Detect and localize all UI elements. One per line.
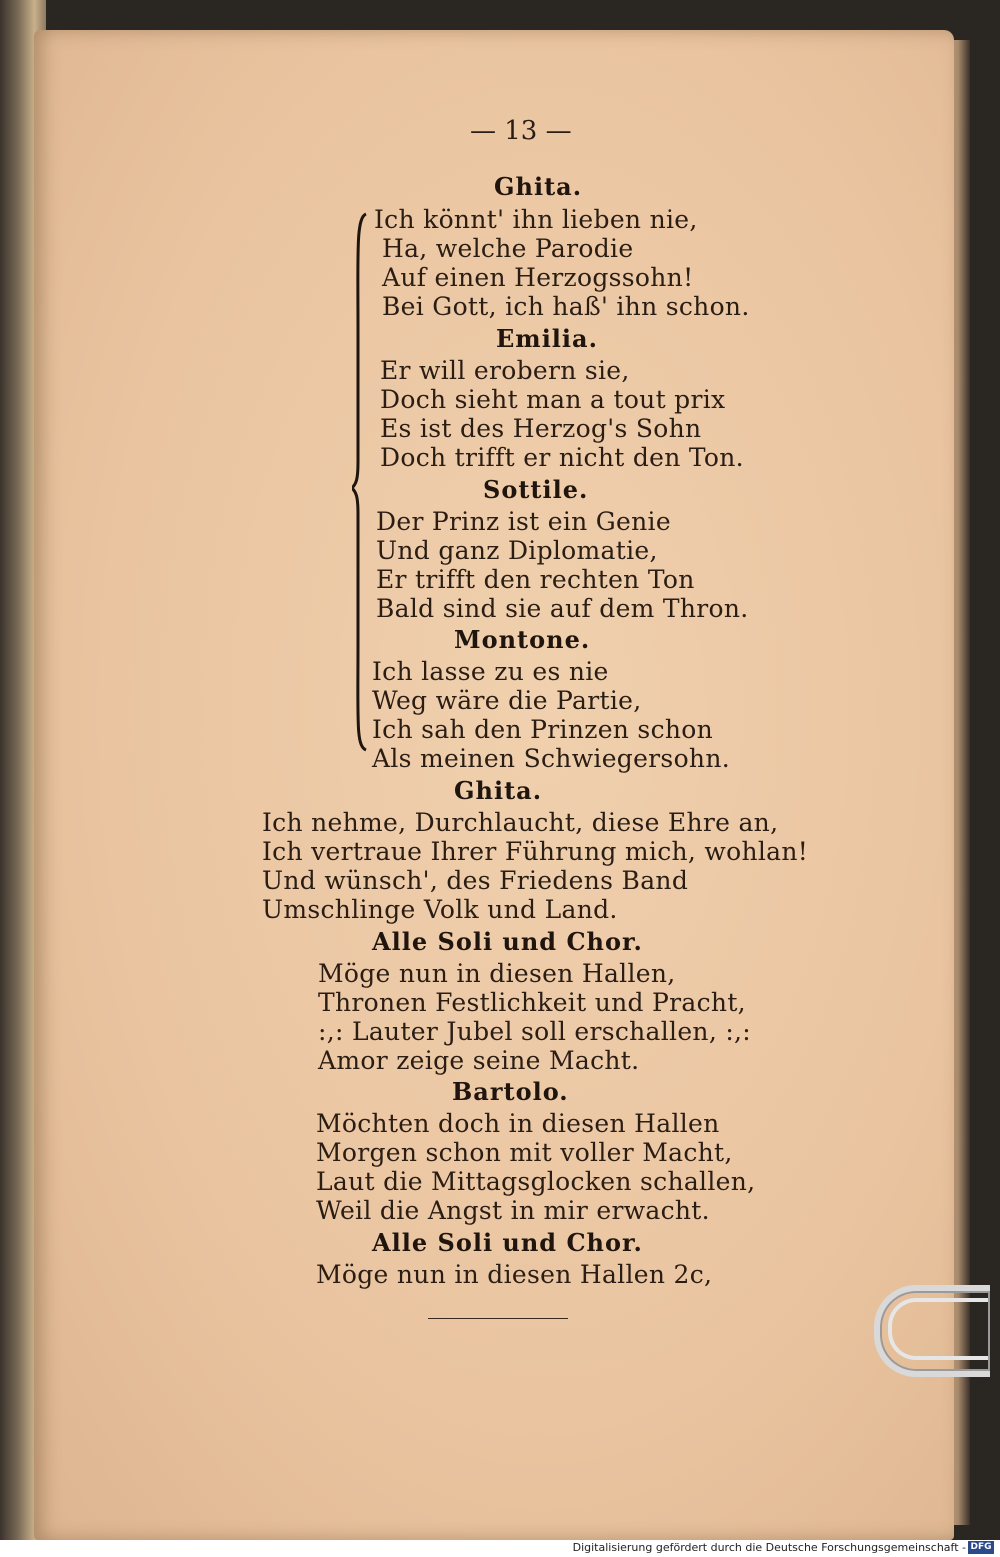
page-number: — 13 — (470, 116, 572, 146)
paper-clip-inner (888, 1298, 988, 1360)
verse-line: Amor zeige seine Macht. (318, 1046, 640, 1075)
verse-line: Ich könnt' ihn lieben nie, (374, 205, 698, 234)
speaker-name: Sottile. (483, 475, 589, 504)
dfg-logo: DFG (968, 1541, 994, 1554)
verse-line: Ich nehme, Durchlaucht, diese Ehre an, (262, 808, 779, 837)
verse-line: Thronen Festlichkeit und Pracht, (318, 988, 746, 1017)
verse-line: Morgen schon mit voller Macht, (316, 1138, 733, 1167)
verse-line: Doch sieht man a tout prix (380, 385, 726, 414)
verse-line: Ich sah den Prinzen schon (372, 715, 714, 744)
speaker-name: Montone. (454, 625, 591, 654)
verse-line: Umschlinge Volk und Land. (262, 895, 618, 924)
verse-line: :,: Lauter Jubel soll erschallen, :,: (318, 1017, 752, 1046)
verse-line: Möge nun in diesen Hallen, (318, 959, 676, 988)
verse-line: Es ist des Herzog's Sohn (380, 414, 702, 443)
verse-line: Ich lasse zu es nie (372, 657, 609, 686)
curly-brace (352, 212, 368, 752)
speaker-name: Ghita. (494, 172, 583, 201)
verse-line: Ich vertraue Ihrer Führung mich, wohlan! (262, 837, 809, 866)
verse-line: Und ganz Diplomatie, (376, 536, 658, 565)
verse-line: Und wünsch', des Friedens Band (262, 866, 689, 895)
verse-line: Ha, welche Parodie (382, 234, 634, 263)
verse-line: Möchten doch in diesen Hallen (316, 1109, 720, 1138)
end-rule (428, 1318, 568, 1319)
verse-line: Bald sind sie auf dem Thron. (376, 594, 749, 623)
verse-line: Doch trifft er nicht den Ton. (380, 443, 744, 472)
verse-line: Der Prinz ist ein Genie (376, 507, 671, 536)
verse-line: Er will erobern sie, (380, 356, 630, 385)
verse-line: Möge nun in diesen Hallen 2c, (316, 1260, 713, 1289)
speaker-name: Emilia. (496, 324, 598, 353)
verse-line: Weg wäre die Partie, (372, 686, 642, 715)
verse-line: Er trifft den rechten Ton (376, 565, 695, 594)
verse-line: Weil die Angst in mir erwacht. (316, 1196, 710, 1225)
verse-line: Auf einen Herzogssohn! (382, 263, 694, 292)
verse-line: Als meinen Schwiegersohn. (372, 744, 730, 773)
footer-credit: Digitalisierung gefördert durch die Deutsche Forschungsgemeinschaft - (572, 1541, 966, 1554)
speaker-name: Alle Soli und Chor. (372, 1228, 643, 1257)
speaker-name: Bartolo. (452, 1077, 569, 1106)
speaker-name: Ghita. (454, 776, 543, 805)
speaker-name: Alle Soli und Chor. (372, 927, 643, 956)
verse-line: Bei Gott, ich haß' ihn schon. (382, 292, 750, 321)
verse-line: Laut die Mittagsglocken schallen, (316, 1167, 756, 1196)
